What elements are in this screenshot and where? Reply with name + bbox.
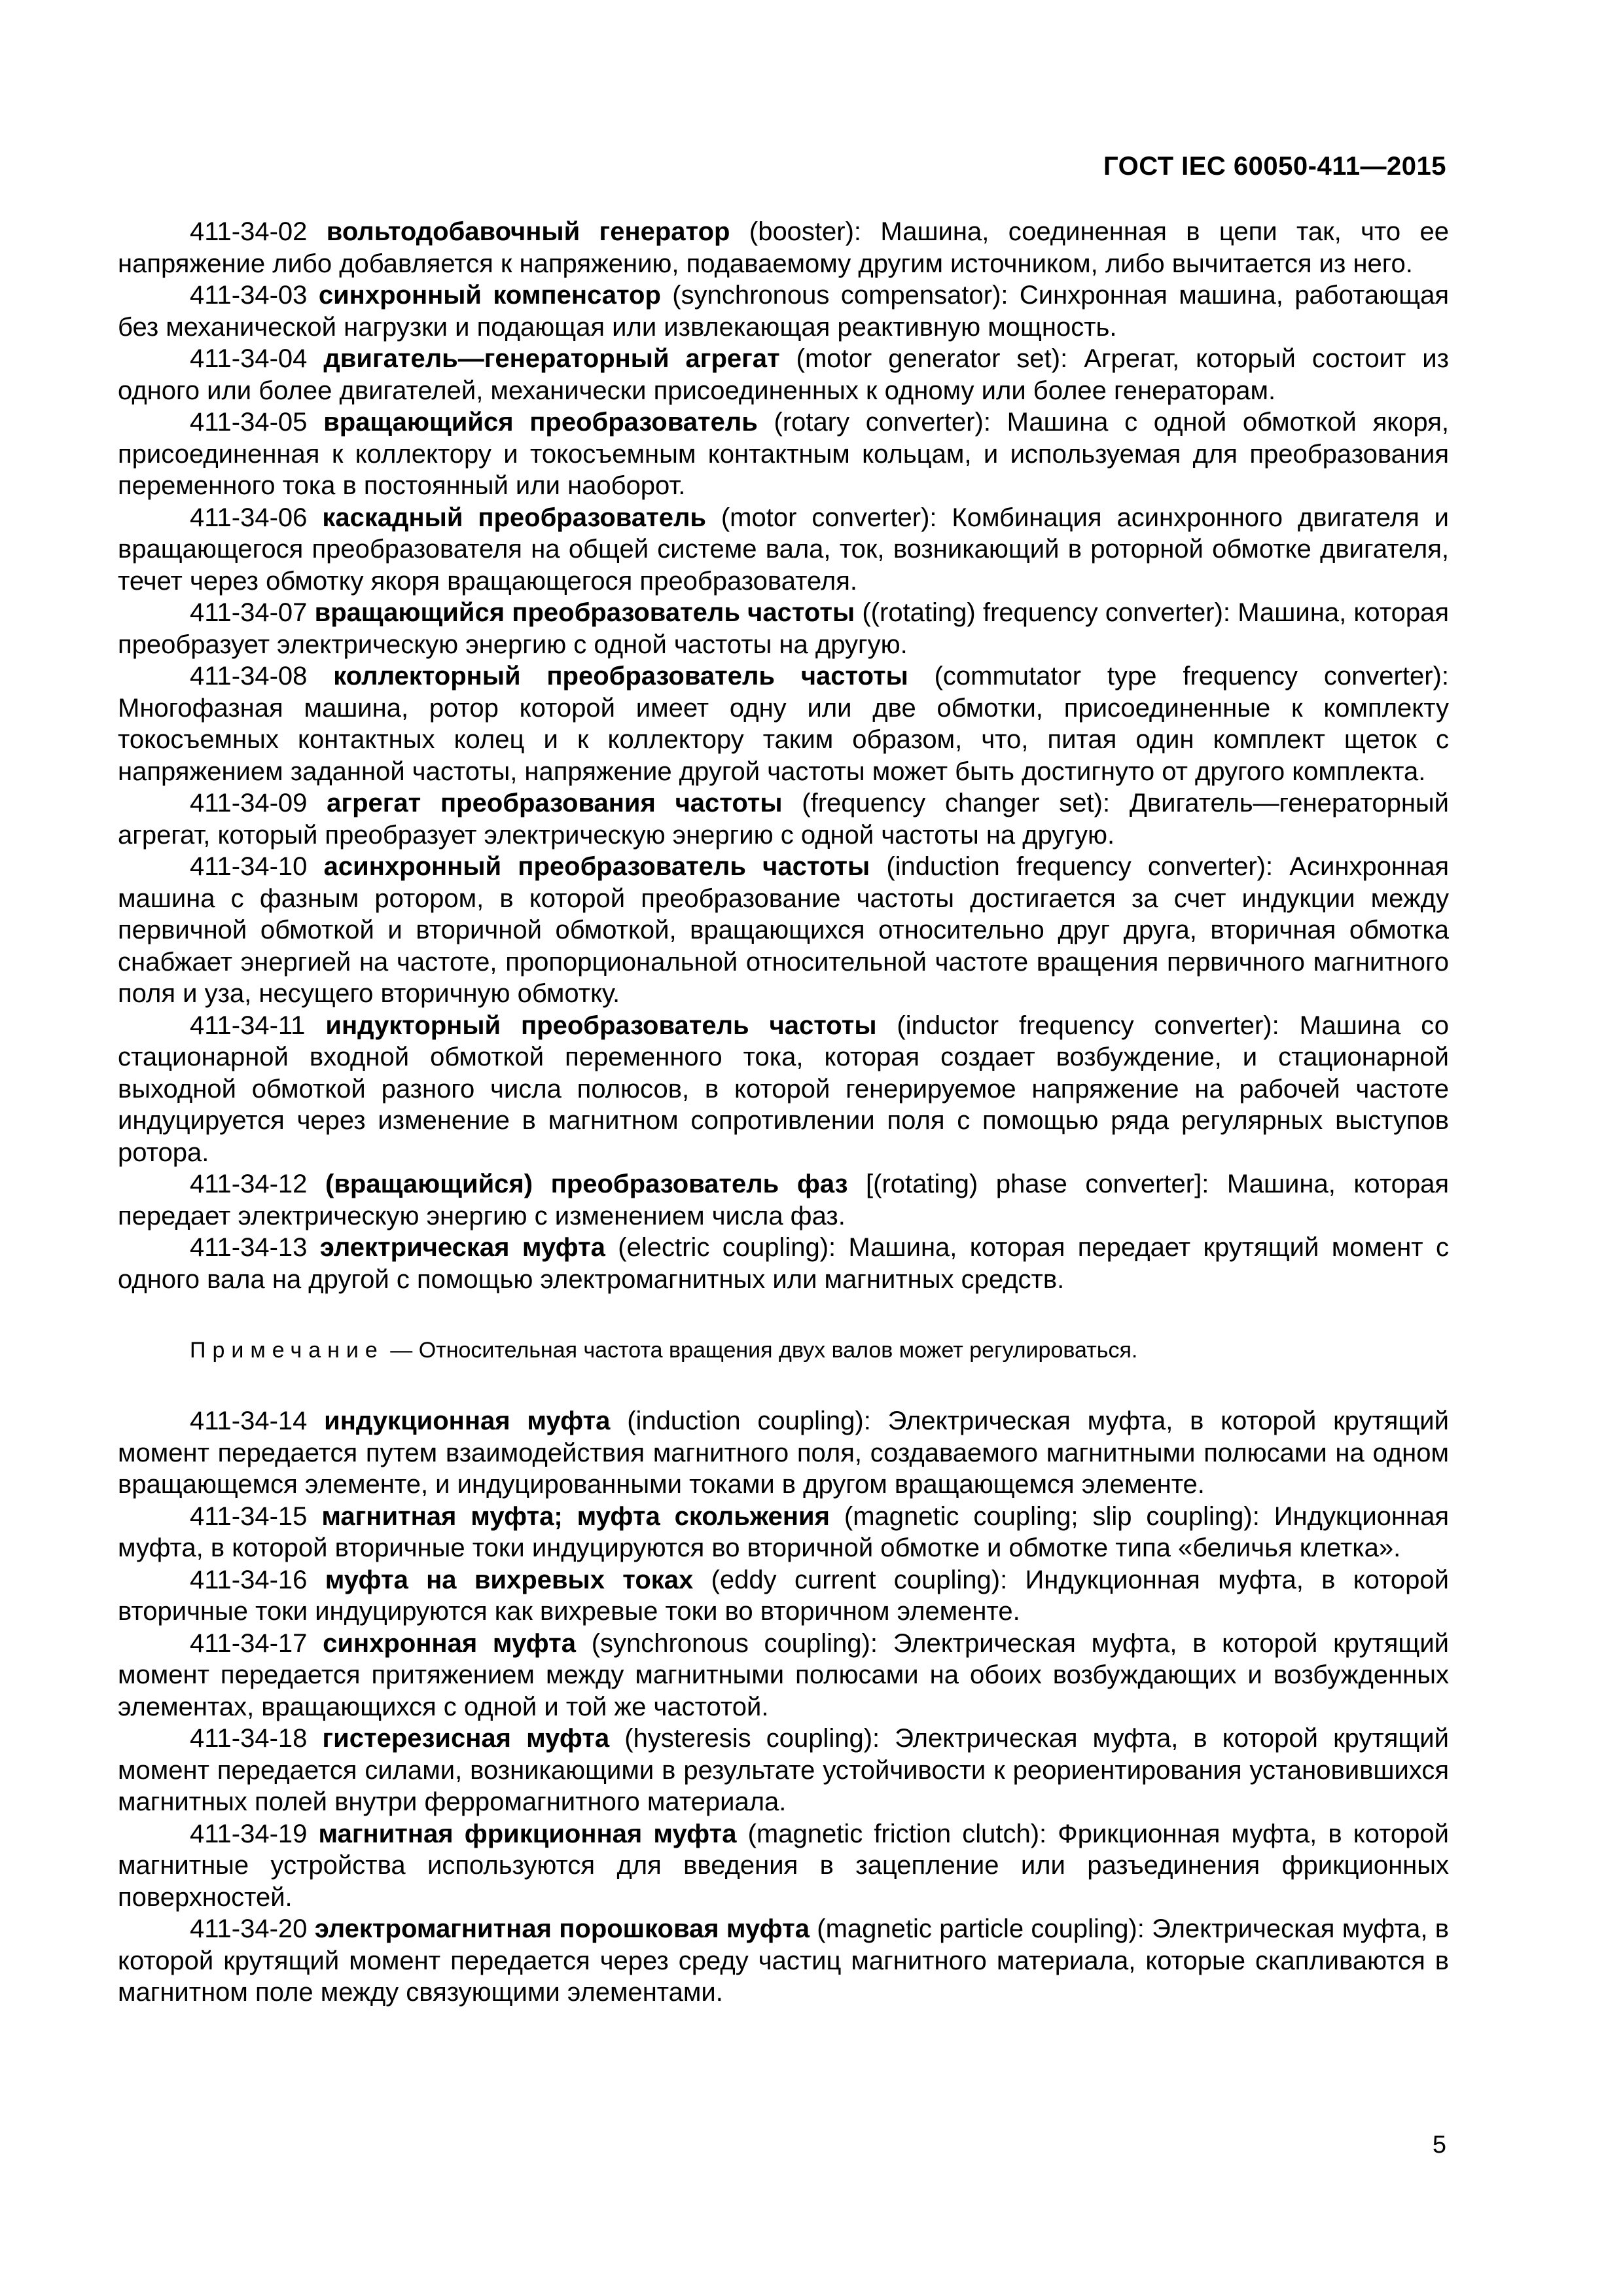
term-definition: [(rotating) phase converter]: Машина, которая передает электрическую энергию с изменением числа фаз.: [118, 1170, 1449, 1230]
note: [118, 1336, 1449, 1365]
term-entry: [118, 597, 1449, 660]
term-code: 411-34-09: [190, 789, 308, 817]
term-entry: [118, 343, 1449, 406]
term-entry: [118, 1818, 1449, 1914]
term-name: индукторный преобразователь частоты: [325, 1011, 877, 1040]
term-definition: (inductor frequency converter): Машина со стационарной входной обмоткой переменного тока, которая создает возбуждение, и стационарной выходной обмоткой разного числа полюсов, в которой генерируемое напряжение на рабочей частоте индуцируется через изменение в магнитном сопротивлении поля с помощью ряда регулярных выступов ротора.: [118, 1011, 1449, 1167]
term-name: каскадный преобразователь: [322, 503, 706, 532]
term-name: магнитная муфта; муфта скольжения: [321, 1501, 830, 1531]
term-code: 411-34-13: [190, 1233, 308, 1262]
term-name: индукционная муфта: [324, 1407, 611, 1435]
term-definition: (induction coupling): Электрическая муфта, в которой крутящий момент передается путем взаимодействия магнитного поля, создаваемого магнитными полюсами на одном вращающемся элементе, и индуцированными токами в другом вращающемся элементе.: [118, 1407, 1449, 1499]
term-code: 411-34-16: [190, 1565, 308, 1594]
standard-header: ГОСТ IEC 60050-411—2015: [1103, 152, 1446, 181]
term-definition: (magnetic friction clutch): Фрикционная муфта, в которой магнитные устройства используются для введения в зацепление или разъединения фрикционных поверхностей.: [118, 1819, 1449, 1912]
document-body: [118, 216, 1449, 2009]
term-code: 411-34-15: [190, 1501, 308, 1531]
term-definition: (commutator type frequency converter): Многофазная машина, ротор которой имеет одну или две обмотки, присоединенные к комплекту токосъемных контактных колец и к коллектору таким образом, что, питая один комплект щеток с напряжением заданной частоты, напряжение другой частоты может быть достигнуто от другого комплекта.: [118, 662, 1449, 786]
term-code: 411-34-05: [190, 408, 308, 437]
term-name: синхронная муфта: [323, 1628, 576, 1658]
term-name: коллекторный преобразователь частоты: [333, 662, 908, 691]
term-entry: [118, 1168, 1449, 1232]
term-entry: [118, 1010, 1449, 1169]
term-definition: (frequency changer set): Двигатель—генераторный агрегат, который преобразует электрическую энергию с одной частоты на другую.: [118, 789, 1450, 850]
term-code: 411-34-18: [190, 1724, 308, 1753]
term-name: синхронный компенсатор: [318, 281, 661, 310]
term-definition: (magnetic particle coupling): Электрическая муфта, в которой крутящий момент передается через среду частиц магнитного материала, которые скапливаются в магнитном поле между связующими элементами.: [118, 1914, 1449, 2007]
term-definition: (synchronous compensator): Синхронная машина, работающая без механической нагрузки и подающая или извлекающая реактивную мощность.: [118, 281, 1449, 342]
term-name: электрическая муфта: [319, 1233, 605, 1262]
term-code: 411-34-14: [190, 1407, 308, 1435]
term-code: 411-34-17: [190, 1628, 308, 1658]
term-entry: [118, 1232, 1449, 1295]
term-code: 411-34-02: [190, 217, 308, 246]
term-definition: (magnetic coupling; slip coupling): Индукционная муфта, в которой вторичные токи индуцируются во вторичной обмотке и обмотке типа «беличья клетка».: [118, 1501, 1449, 1562]
term-entry: [118, 216, 1449, 279]
term-name: (вращающийся) преобразователь фаз: [325, 1170, 848, 1198]
term-code: 411-34-06: [190, 503, 308, 532]
term-name: вольтодобавочный генератор: [326, 217, 730, 246]
term-code: 411-34-04: [190, 344, 308, 373]
term-name: гистерезисная муфта: [322, 1724, 610, 1753]
term-list-bottom: [118, 1405, 1449, 2009]
term-name: агрегат преобразования частоты: [327, 789, 783, 817]
term-name: асинхронный преобразователь частоты: [323, 852, 870, 881]
term-entry: [118, 279, 1449, 343]
term-definition: (booster): Машина, соединенная в цепи так, что ее напряжение либо добавляется к напряжению, подаваемому другим источником, либо вычитается из него.: [118, 217, 1449, 278]
term-definition: (hysteresis coupling): Электрическая муфта, в которой крутящий момент передается силами, возникающими в результате устойчивости к реориентирования установившихся магнитных полей внутри ферромагнитного материала.: [118, 1724, 1449, 1816]
term-entry: [118, 1501, 1449, 1564]
term-definition: (rotary converter): Машина с одной обмоткой якоря, присоединенная к коллектору и токосъемным контактным кольцам, и используемая для преобразования переменного тока в постоянный или наоборот.: [118, 408, 1449, 500]
term-code: 411-34-19: [190, 1819, 308, 1848]
term-definition: ((rotating) frequency converter): Машина, которая преобразует электрическую энергию с одной частоты на другую.: [118, 598, 1449, 659]
note-text: — Относительная частота вращения двух валов может регулироваться.: [383, 1338, 1138, 1363]
term-name: вращающийся преобразователь частоты: [314, 598, 855, 627]
term-definition: (motor converter): Комбинация асинхронного двигателя и вращающегося преобразователя на общей системе вала, ток, возникающий в роторной обмотке двигателя, течет через обмотку якоря вращающегося преобразователя.: [118, 503, 1449, 596]
term-code: 411-34-10: [190, 852, 308, 881]
term-name: электромагнитная порошковая муфта: [314, 1914, 810, 1943]
term-definition: (eddy current coupling): Индукционная муфта, в которой вторичные токи индуцируются как вихревые токи во вторичном элементе.: [118, 1565, 1449, 1626]
term-entry: [118, 406, 1449, 502]
term-code: 411-34-03: [190, 281, 308, 310]
term-entry: [118, 502, 1449, 598]
term-entry: [118, 1405, 1449, 1501]
note-label: Примечание: [190, 1338, 384, 1363]
term-name: магнитная фрикционная муфта: [318, 1819, 737, 1848]
term-code: 411-34-11: [190, 1011, 306, 1040]
term-code: 411-34-08: [190, 662, 308, 691]
term-definition: (motor generator set): Агрегат, который состоит из одного или более двигателей, механически присоединенных к одному или более генераторам.: [118, 344, 1449, 405]
term-name: двигатель—генераторный агрегат: [323, 344, 780, 373]
term-code: 411-34-12: [190, 1170, 308, 1198]
page-number: 5: [1432, 2131, 1446, 2159]
term-entry: [118, 1913, 1449, 2009]
term-entry: [118, 1564, 1449, 1628]
term-name: вращающийся преобразователь: [323, 408, 758, 437]
term-definition: (induction frequency converter): Асинхронная машина с фазным ротором, в которой преобразование частоты достигается за счет индукции между первичной обмоткой и вторичной обмоткой, вращающихся относительно друг друга, вторичная обмотка снабжает энергией на частоте, пропорциональной относительной частоте вращения первичного магнитного поля и уза, несущего вторичную обмотку.: [118, 852, 1449, 1008]
term-name: муфта на вихревых токах: [325, 1565, 694, 1594]
term-entry: [118, 851, 1449, 1010]
term-code: 411-34-07: [190, 598, 308, 627]
term-definition: (electric coupling): Машина, которая передает крутящий момент с одного вала на другой с помощью электромагнитных или магнитных средств.: [118, 1233, 1450, 1294]
term-entry: [118, 660, 1449, 787]
term-entry: [118, 1723, 1449, 1818]
term-definition: (synchronous coupling): Электрическая муфта, в которой крутящий момент передается притяжением между магнитными полюсами на обоих возбуждающих и возбужденных элементах, вращающихся с одной и той же частотой.: [118, 1628, 1450, 1721]
term-entry: [118, 1628, 1449, 1723]
term-list-top: [118, 216, 1449, 1295]
term-entry: [118, 787, 1449, 851]
term-code: 411-34-20: [190, 1914, 308, 1943]
